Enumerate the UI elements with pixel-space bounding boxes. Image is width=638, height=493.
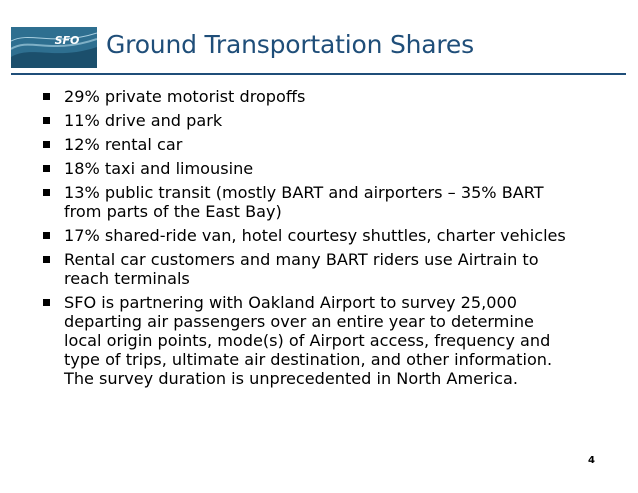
bullet-line: 29% private motorist dropoffs xyxy=(64,87,306,106)
bullet-square-icon xyxy=(43,93,50,100)
bullet-square-icon xyxy=(43,299,50,306)
bullet-item xyxy=(0,183,584,221)
bullet-line: from parts of the East Bay) xyxy=(64,202,282,221)
bullet-square-icon xyxy=(43,117,50,124)
bullet-line: Rental car customers and many BART riders use Airtrain to xyxy=(64,250,539,269)
bullet-square-icon xyxy=(43,165,50,172)
bullet-line: SFO is partnering with Oakland Airport to survey 25,000 xyxy=(64,293,517,312)
bullet-item xyxy=(0,250,584,288)
sfo-logo-graphic xyxy=(11,27,97,68)
bullet-square-icon xyxy=(43,232,50,239)
bullet-line: departing air passengers over an entire year to determine xyxy=(64,312,534,331)
bullet-item xyxy=(0,293,584,388)
bullet-list xyxy=(0,87,584,393)
bullet-item xyxy=(0,87,584,106)
sfo-logo xyxy=(11,27,97,68)
bullet-item xyxy=(0,135,584,154)
bullet-square-icon xyxy=(43,256,50,263)
bullet-item xyxy=(0,111,584,130)
bullet-line: 18% taxi and limousine xyxy=(64,159,254,178)
bullet-line: local origin points, mode(s) of Airport access, frequency and xyxy=(64,331,551,350)
slide-title: Ground Transportation Shares xyxy=(106,30,474,59)
bullet-line: The survey duration is unprecedented in North America. xyxy=(64,369,518,388)
bullet-line: 11% drive and park xyxy=(64,111,223,130)
page-number: 4 xyxy=(588,455,595,466)
bullet-item xyxy=(0,226,584,245)
bullet-line: 17% shared-ride van, hotel courtesy shuttles, charter vehicles xyxy=(64,226,566,245)
bullet-line: 13% public transit (mostly BART and airporters – 35% BART xyxy=(64,183,544,202)
bullet-item xyxy=(0,159,584,178)
title-rule xyxy=(11,73,626,75)
bullet-square-icon xyxy=(43,141,50,148)
bullet-line: reach terminals xyxy=(64,269,190,288)
bullet-line: 12% rental car xyxy=(64,135,183,154)
logo-text: SFO xyxy=(54,34,80,47)
bullet-line: type of trips, ultimate air destination, and other information. xyxy=(64,350,553,369)
bullet-square-icon xyxy=(43,189,50,196)
